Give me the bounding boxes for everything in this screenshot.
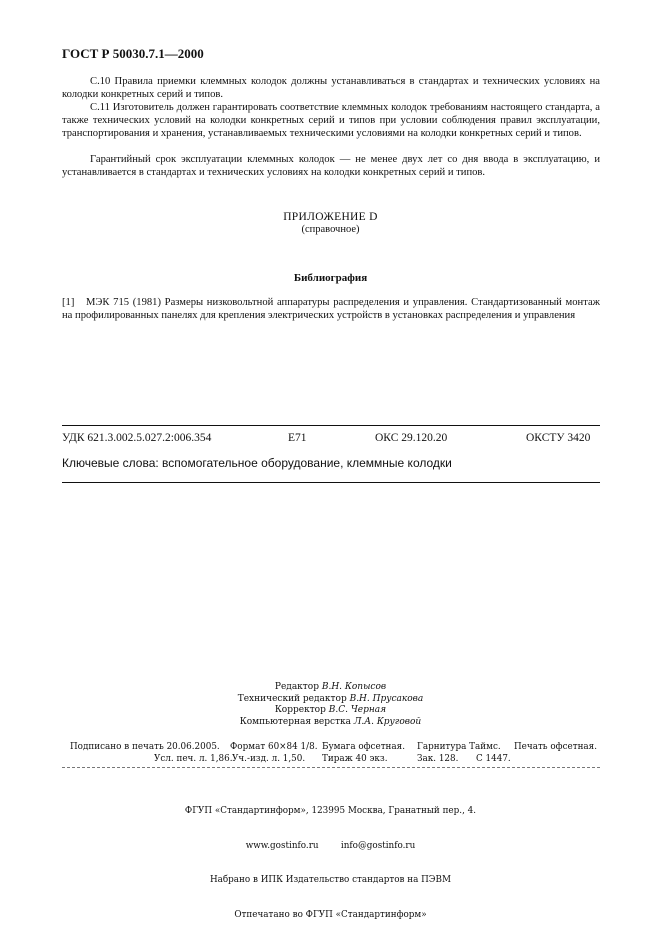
bibliography-item: [62, 296, 600, 322]
publisher-line: Набрано в ИПК Издательство стандартов на ПЭВМ: [209, 875, 452, 885]
credit-line: Редактор В.Н. Копысов: [274, 682, 387, 692]
document-code-header: ГОСТ Р 50030.7.1—2000: [62, 46, 204, 61]
appendix-title: ПРИЛОЖЕНИЕ D: [283, 211, 378, 223]
udc-code: УДК 621.3.002.5.027.2:006.354: [62, 432, 212, 444]
dashed-divider: [62, 767, 600, 768]
imprint-format: Формат 60×84 1/8.: [230, 742, 318, 752]
imprint-sheets: Усл. печ. л. 1,86.: [154, 754, 233, 764]
imprint-paper: Бумага офсетная.: [322, 742, 406, 752]
bottom-rule: [62, 482, 600, 483]
appendix-subtitle: (справочное): [301, 224, 360, 235]
publisher-line: Отпечатано во ФГУП «Стандартинформ»: [234, 909, 427, 920]
bibliography-item-text: МЭК 715 (1981) Размеры низковольтной аппаратуры распределения и управления. Стандартизованный монтаж на профилированных панелях для крепления электрических устройств в установках распределения и управления: [62, 297, 600, 321]
imprint-signed: Подписано в печать 20.06.2005.: [70, 742, 220, 752]
imprint-edsheets: Уч.-изд. л. 1,50.: [232, 754, 306, 764]
imprint-code: С 1447.: [476, 754, 511, 764]
paragraph-c10: С.10 Правила приемки клеммных колодок должны устанавливаться в стандартах и технических условиях на колодки конкретных серий и типов.: [62, 76, 600, 100]
imprint-run: Тираж 40 экз.: [322, 754, 388, 764]
top-rule: [62, 425, 600, 426]
publisher-block: [0, 783, 661, 933]
bibliography-item-number: [1]: [62, 297, 75, 308]
okstu-code: ОКСТУ 3420: [526, 432, 591, 444]
paragraph-warranty: Гарантийный срок эксплуатации клеммных колодок — не менее двух лет со дня ввода в эксплуатацию, и устанавливается в стандартах и технических условиях на колодки конкретных серий и типов.: [62, 154, 600, 178]
credit-line: Компьютерная верстка Л.А. Круговой: [239, 716, 422, 727]
credit-line: Технический редактор В.Н. Прусакова: [237, 693, 424, 704]
imprint-order: Зак. 128.: [417, 754, 459, 764]
keywords: Ключевые слова: вспомогательное оборудование, клеммные колодки: [62, 456, 452, 470]
publisher-line: ФГУП «Стандартинформ», 123995 Москва, Гранатный пер., 4.: [184, 806, 477, 816]
imprint-font: Гарнитура Таймс.: [417, 742, 501, 752]
paragraph-c11: С.11 Изготовитель должен гарантировать соответствие клеммных колодок требованиям настоящего стандарта, а также технических условий на колодки конкретных серий и типов при условии соблюдения правил эксплуатации, транспортирования и хранения, устанавливаемых техническими условиями на колодки конкретных серий и типов.: [62, 102, 600, 139]
oks-code: ОКС 29.120.20: [375, 432, 448, 444]
group-code: Е71: [288, 432, 307, 444]
bibliography-title: Библиография: [293, 272, 368, 284]
credits-block: [0, 682, 661, 728]
credit-line: Корректор В.С. Черная: [274, 705, 387, 715]
imprint-print: Печать офсетная.: [514, 742, 598, 752]
publisher-web-line: www.gostinfo.ru info@gostinfo.ru: [245, 840, 416, 851]
